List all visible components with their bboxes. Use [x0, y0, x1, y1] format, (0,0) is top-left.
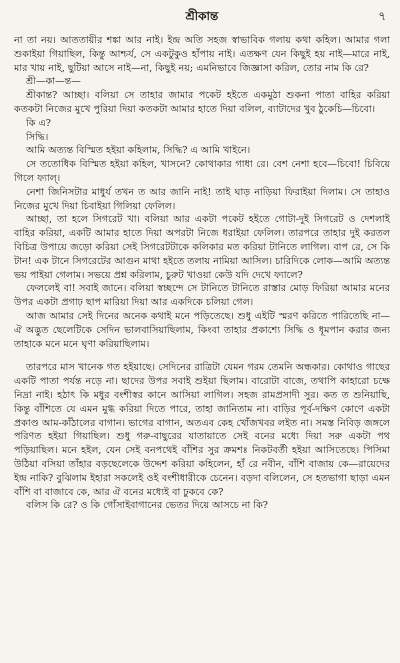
paragraph: বলিস কি রে? ও কি গোঁসাইবাগানের ভেতর দিয়ে আসচে না কি?	[26, 500, 268, 512]
running-title: শ্রীকান্ত	[185, 9, 219, 23]
page-header	[14, 6, 390, 28]
paragraph: শ্রী—কা—ন্ত—	[26, 76, 81, 88]
paragraph: ফেললেই বা! সবাই জানে। বলিয়া স্বচ্ছন্দে সে টানিতে টানিতে রাস্তার মোড় ফিরিয়া আমার মনের উপর একটা প্রগাঢ় ছাপ মারিয়া দিয়া আর একদিকে চলিয়া গেল।	[14, 283, 390, 309]
page-number: ৭	[378, 9, 386, 23]
paragraph: আজ আমার সেই দিনের অনেক কথাই মনে পড়িতেছে। শুধু এইটি স্মরণ করিতে পারিতেছি না—ঐ অদ্ভুত ছেলেটিকে সেদিন ভালবাসিয়াছিলাম, কিংবা তাহার প্রকাশ্যে সিদ্ধি ও ধূমপান করার জন্য তাহাকে মনে মনে ঘৃণা করিয়াছিলাম।	[14, 310, 390, 350]
paragraph: আচ্ছা, তা হলে সিগরেট খা। বলিয়া আর একটা পকেট হইতে গোটা-দুই সিগরেট ও দেশলাই বাহির করিয়া, একটি আমার হাতে দিয়া অপরটা নিজে ধরাইয়া ফেলিল। তারপরে তাহার দুই করতল বিচিত্র উপায়ে জড়ো করিয়া সেই সিগরেটটাকে কলিকার মত করিয়া টানিতে লাগিল। বাপ রে, সে কি টান! এক টানে সিগরেটের আগুন মাথা হইতে তলায় নামিয়া আসিল। চারিদিকে লোক—আমি অত্যন্ত ভয় পাইয়া গেলাম। সভয়ে প্রশ্ন করিলাম, চুরুট খাওয়া কেউ যদি দেখে ফ্যালে?	[14, 214, 390, 281]
page-body	[14, 34, 390, 513]
paragraph: শ্রীকান্ত? আচ্ছা। বলিয়া সে তাহার জামার পকেট হইতে একমুঠা শুকনা পাতা বাহির করিয়া কতকটা নিজের মুখে পুরিয়া দিয়া কতকটা আমার হাতে দিয়া বলিল, ব্যাটাদের খুব ঠুকেচি—চিবো।	[14, 90, 390, 115]
paragraph: কি এ?	[26, 117, 51, 129]
section-break	[14, 351, 390, 361]
paragraph: তারপরে মাস খানেক গত হইয়াছে। সেদিনের রাত্রিটা যেমন গরম তেমনি অন্ধকার। কোথাও গাছের একটি পাতা পর্যন্ত নড়ে না। ছাদের উপর সবাই শুইয়া ছিলাম। বারোটা বাজে, তথাপি কাহারো চক্ষে নিদ্রা নাই। হঠাৎ কি মধুর বংশীস্বর কানে আসিয়া লাগিল। সহজ রামপ্রসাদী সুর। কত ত শুনিয়াছি, কিন্তু বাঁশিতে যে এমন মুগ্ধ করিয়া দিতে পারে, তাহা জানিতাম না। বাড়ির পূর্ব-দক্ষিণ কোণে একটা প্রকাণ্ড আম-কাঁঠালের বাগান। ভাগের বাগান, অতএব কেহ খোঁজখবর লইত না। সমস্ত নিবিড় জঙ্গলে পরিণত হইয়া গিয়াছিল। শুধু গরু-বাছুরের যাতায়াতে সেই বনের মধ্যে দিয়া সরু একটা পথ পড়িয়াছিল। মনে হইল, যেন সেই বনপথেই বাঁশির সুর ক্রমশঃ নিকটবর্তী হইয়া আসিতেছে। পিসিমা উঠিয়া বসিয়া তাঁহার বড়ছেলেকে উদ্দেশ করিয়া কহিলেন, হাঁ রে নবীন, বাঁশি বাজায় কে—রায়েদের ইন্দ্র নাকি? বুঝিলাম ইহারা সকলেই ওই বংশীধারীকে চেনেন। বড়দা বলিলেন, সে হতভাগা ছাড়া এমন বাঁশি বা বাজাবে কে, আর ঐ বনের মধ্যেই বা ঢুকবে কে?	[14, 362, 390, 498]
paragraph: নেশা জিনিসটার মাধুর্য তখন ত আর জানি নাই! তাই ঘাড় নাড়িয়া ফিরাইয়া দিলাম। সে তাহাও নিজের মুখে দিয়া চিবাইয়া গিলিয়া ফেলিল।	[14, 186, 390, 212]
paragraph: সিদ্ধি।	[26, 131, 49, 143]
paragraph: না তা নয়। আততায়ীর শঙ্কা আর নাই। ইন্দ্র অতি সহজ স্বাভাবিক গলায় কথা কহিল। আমার গলা শুকাইয়া গিয়াছিল, কিন্তু আশ্চর্য, সে একটুকুও হাঁপায় নাই। এতক্ষণ যেন কিছুই হয় নাই—মারে নাই, মার খায় নাই, ছুটিয়া আসে নাই—না, কিছুই নয়; এমনিভাবে জিজ্ঞাসা করিল, তোর নাম কি রে?	[14, 35, 390, 74]
paragraph: সে ততোধিক বিস্মিত হইয়া কহিল, খাসনে? কোথাকার গাধা রে। বেশ নেশা হবে—চিবো! চিবিয়ে গিলে ফ্যাল্।	[14, 159, 390, 184]
paragraph: আমি অত্যন্ত বিস্মিত হইয়া কহিলাম, সিদ্ধি? এ আমি খাইনে।	[26, 145, 251, 157]
